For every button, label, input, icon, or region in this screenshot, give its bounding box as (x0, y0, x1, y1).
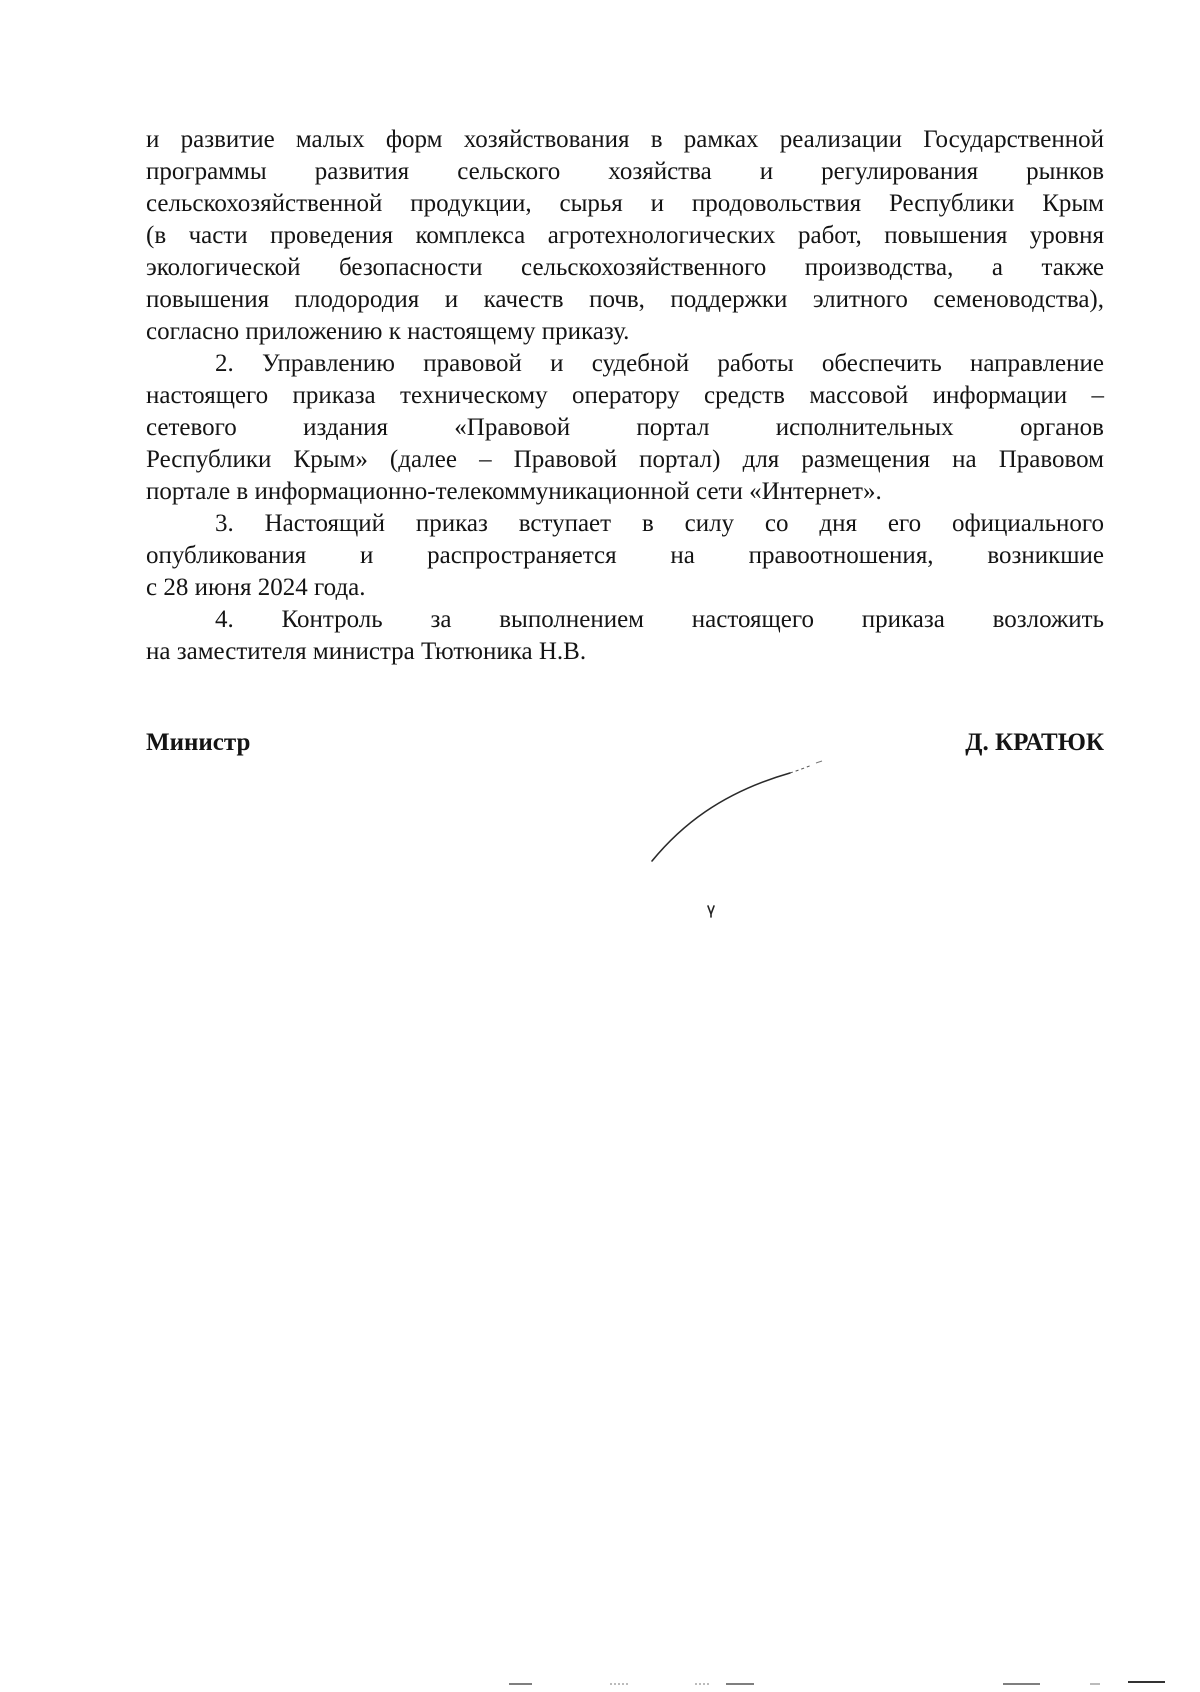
paragraph-2-line: 2. Управлению правовой и судебной работы обеспечить направление (215, 350, 1104, 377)
paragraph-1-line: программы развития сельского хозяйства и регулирования рынков (146, 158, 1104, 185)
paragraph-4-line: на заместителя министра Тютюника Н.В. (146, 638, 587, 665)
paragraph-1-line: и развитие малых форм хозяйствования в рамках реализации Государственной (146, 126, 1104, 153)
paragraph-4-word: 4. (215, 606, 234, 633)
paragraph-2-line: Республики Крым» (далее – Правовой портал) для размещения на Правовом (146, 446, 1104, 473)
signatory-name: Д. КРАТЮК (965, 729, 1104, 756)
paragraph-1-line: сельскохозяйственной продукции, сырья и продовольствия Республики Крым (146, 190, 1104, 217)
document-body (146, 124, 1104, 668)
paragraph-4-word: приказа (861, 606, 945, 633)
paragraph-1-line: повышения плодородия и качеств почв, поддержки элитного семеноводства), (146, 286, 1104, 313)
paragraph-1-line: экологической безопасности сельскохозяйственного производства, а также (146, 254, 1104, 281)
paragraph-1-line: (в части проведения комплекса агротехнологических работ, повышения уровня (146, 222, 1104, 249)
paragraph-2-line: портале в информационно-телекоммуникационной сети «Интернет». (146, 478, 882, 505)
paragraph-4-word: Контроль (281, 606, 383, 633)
paragraph-2-line: настоящего приказа техническому оператору средств массовой информации – (146, 382, 1104, 409)
paragraph-3-line: 3. Настоящий приказ вступает в силу со дня его официального (215, 510, 1104, 537)
paragraph-4-word: настоящего (691, 606, 814, 633)
scan-artifact-marks (0, 1660, 1200, 1690)
signatory-position: Министр (146, 729, 251, 756)
paragraph-4-line (146, 604, 1104, 636)
paragraph-2-line: сетевого издания «Правовой портал исполнительных органов (146, 414, 1104, 441)
paragraph-4-word: за (430, 606, 452, 633)
handwritten-signature (640, 755, 840, 935)
paragraph-4-word: возложить (992, 606, 1104, 633)
paragraph-4-word: выполнением (499, 606, 644, 633)
paragraph-3-line: опубликования и распространяется на правоотношения, возникшие (146, 542, 1104, 569)
paragraph-3-line: с 28 июня 2024 года. (146, 574, 366, 601)
paragraph-1-line: согласно приложению к настоящему приказу. (146, 318, 630, 345)
